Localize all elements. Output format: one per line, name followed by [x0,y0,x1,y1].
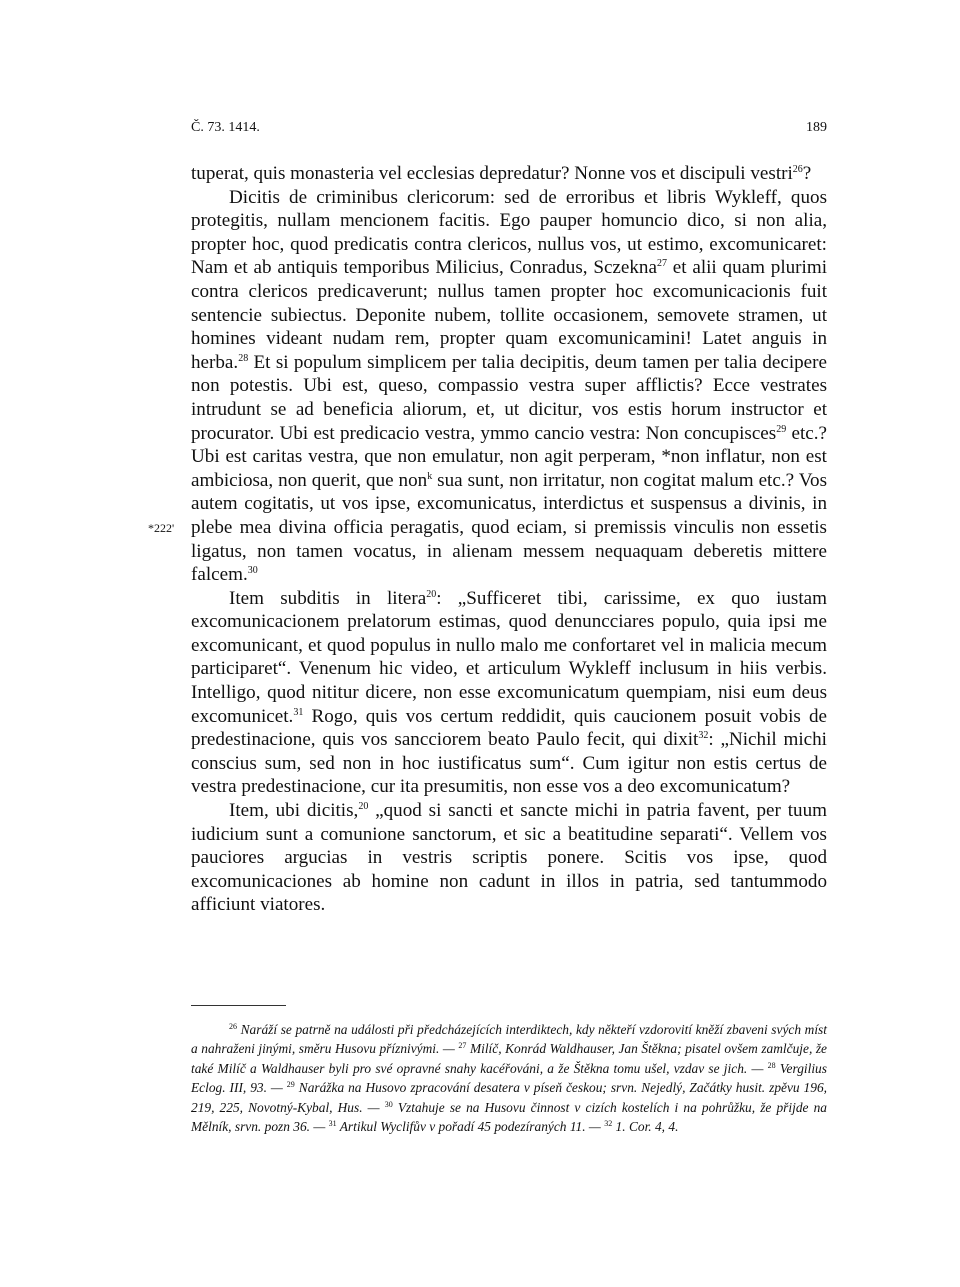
footnote-text: Milíč, Konrád Waldhauser, Jan Štěkna; pisatel ovšem zamlčuje, že také Milíč a Waldhauser byli pro své opravné snahy kacéřováni, a že Štěkna tomu ušel, vzdav se jich. — [191,1041,828,1076]
footnote-text: Vergilius Eclog. III, 93. — [191,1060,827,1096]
footnote-ref: 20 [426,588,437,600]
main-text [191,162,827,917]
footnote-ref: 32 [698,730,709,742]
footnote-text: Narážka na Husovo zpracování desatera v píseň českou; srvn. Nejedlý, Začátky husit. zpěvu 196, 219, 225, Novotný-Kybal, Hus. — [191,1080,827,1115]
footnotes [191,1020,827,1136]
footnote-ref: 31 [293,706,304,718]
margin-folio-note: *222' [148,521,175,535]
footnote-text: Vztahuje se na Husovu činnost v cizích kostelích i na pohrůžku, že přijde na Mělník, srvn. pozn 36. — [191,1099,827,1135]
footnote-ref: 28 [238,352,249,364]
footnote-number: 27 [458,1041,467,1051]
running-header [191,120,827,136]
footnote-number: 31 [328,1119,337,1129]
footnote-number: 29 [286,1080,295,1090]
paragraph-4: Item, ubi dicitis,$^{20}$ „quod si sancti et sancte michi in patria favent, per tuum iudicium sunt a comunione sanctorum, et sic a beatitudine separati“. Vellem vos pauciores argucias in vestris scriptis ponere. Scitis vos ipse, quod excomunicaciones ab homine non cadunt in illos in patria, sed tantummodo afficiunt viatores. [191,800,827,916]
footnote-ref: 26 [792,164,803,175]
footnote-ref: 27 [656,258,667,270]
footnote-number: 30 [384,1099,393,1109]
footnote-text: Naráží se patrně na události při předcházejících interdiktech, kdy někteří vzdorovití kněží zbaveni svých míst a nahraženi jinými, směru Husovu příznivými. — [191,1022,827,1057]
paragraph-3: Item subditis in litera$^{20}$: „Sufficeret tibi, carissime, ex quo iustam excomunicacionem prelatorum estimas, quod denuncciares populo, quia ipsi me excomunicant, et quod populus in nullo malo me confortaret vel in malicia mecum participaret“. Venenum hic video, et articulum Wykleff inclusum in hiis verbis. Intelligo, quod nititur dicere, non esse excomunicatum quempiam, nisi eum deus excomunicet.$^{31}$ Rogo, quis vos certum reddidit, quis caucionem posuit vobis de predestinacione, quis vos sancciorem beato Paulo fecit, qui dixit$^{32}$: „Nichil michi conscius sum, sed non in hoc iustificatus sum“. Cum igitur non estis certus de vestra predestinacione, cur ita presumitis, non esse vos a deo excomunicatum? [191,587,827,798]
chapter-label: Č. 73. 1414. [191,120,260,135]
footnote-number: 28 [767,1060,776,1070]
apparatus-ref: k [427,470,433,482]
paragraph-2: Dicitis de criminibus clericorum: sed de erroribus et libris Wykleff, quos protegitis, nullam mencionem facitis. Ego pauper homuncio dico, si non alia, propter hoc, quod predicatis contra clericos, nullus vos, ut estimo, excomunicaret: Nam et ab antiquis temporibus Milicius, Conradus, Sczekna$^{27}$ et alii quam plurimi contra clericos predicaverunt; nullus tamen propter hoc excomunicacionis fuit sentencie subiectus. Deponite nubem, tollite occasionem, semovete stramen, ut homines videant nudam rem, propter quam excomunicamini! Latet anguis in herba.$^{28}$ Et si populum simplicem per talia decipitis, deum tamen per talia decipere non potestis. Ubi est, queso, compassio vestra super afflictis? Ecce vestrates intrudunt se ad beneficia aliorum, et, ut dicitur, vos estis horum instructor et procurator. Ubi est predicacio vestra, ymmo cancio vestra: Non concupisces$^{29}$ etc.? Ubi est caritas vestra, que non emulatur, non agit perperam, *non inflatur, non est ambiciosa, non querit, que non$^k$ sua sunt, non irritatur, non cogitat malum etc.? Vos autem cogitatis, ut vos ipse, excomunicatus, interdictus et suspensus a divinis, in plebe mea divina officia peragatis, quod eciam, si premissis vinculis non essetis ligatus, non tamen vocatus, in alienam messem nequaquam deberetis mittere falcem.$^{30}$ [191,186,827,586]
page-number: 189 [806,120,827,135]
footnote-text: Artikul Wyclifův v pořadí 45 podezíraných 11. — [339,1119,601,1135]
footnote-number: 32 [604,1119,613,1129]
footnote-number: 26 [229,1022,237,1031]
footnote-ref: 20 [358,801,369,813]
footnote-ref: 30 [247,565,258,577]
footnote-ref: 29 [776,423,787,435]
footnote-separator [191,1005,286,1006]
paragraph-1: tuperat, quis monasteria vel ecclesias depredatur? Nonne vos et discipuli vestri$^{26}$? [191,163,812,184]
footnote-text: 1. Cor. 4, 4. [615,1119,679,1135]
